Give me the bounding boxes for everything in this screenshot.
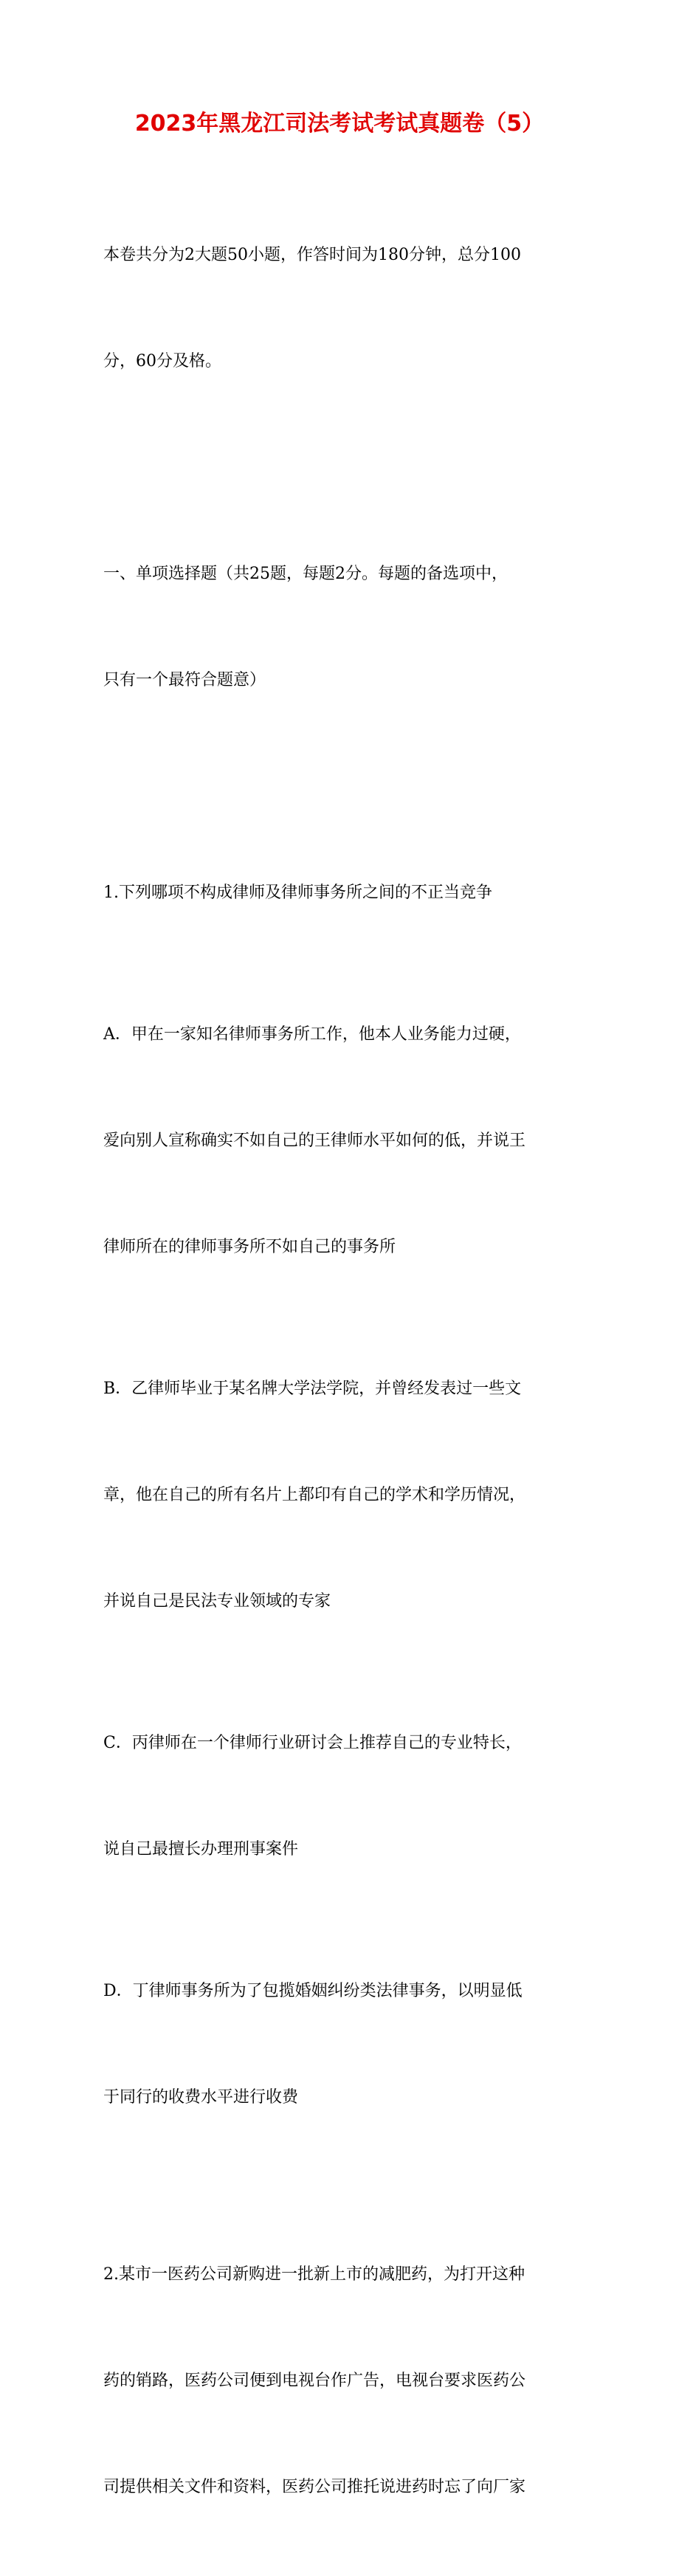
- intro-line: 分，60分及格。: [103, 352, 221, 371]
- option-d-line: 于同行的收费水平进行收费: [103, 2088, 299, 2107]
- option-b-line: 并说自己是民法专业领域的专家: [103, 1592, 331, 1611]
- question-stem: 2.某市一医药公司新购进一批新上市的减肥药，为打开这种: [103, 2265, 525, 2284]
- option-a-line: 律师所在的律师事务所不如自己的事务所: [103, 1238, 396, 1256]
- question-stem: 司提供相关文件和资料，医药公司推托说进药时忘了向厂家: [103, 2478, 526, 2496]
- question-stem: 1.下列哪项不构成律师及律师事务所之间的不正当竞争: [103, 884, 492, 902]
- question-2: [103, 2186, 583, 2576]
- section-heading-line: 只有一个最符合题意）: [103, 671, 266, 689]
- option-b-line: 章，他在自己的所有名片上都印有自己的学术和学历情况，: [103, 1486, 526, 1504]
- question-1: [103, 805, 583, 2186]
- option-c-line: C．丙律师在一个律师行业研讨会上推荐自己的专业特长，: [103, 1734, 522, 1752]
- option-c-line: 说自己最擅长办理刑事案件: [103, 1840, 299, 1859]
- question-stem: 药的销路，医药公司便到电视台作广告，电视台要求医药公: [103, 2372, 526, 2390]
- intro-line: 本卷共分为2大题50小题，作答时间为180分钟，总分100: [103, 246, 521, 264]
- section-heading: [103, 486, 583, 769]
- document-title: 2023年黑龙江司法考试考试真题卷（5）: [134, 111, 545, 137]
- option-a-line: A．甲在一家知名律师事务所工作，他本人业务能力过硬，: [103, 1025, 521, 1044]
- intro-paragraph: [103, 167, 583, 450]
- section-heading-line: 一、单项选择题（共25题，每题2分。每题的备选项中，: [103, 565, 508, 583]
- option-a-line: 爱向别人宣称确实不如自己的王律师水平如何的低，并说王: [103, 1132, 526, 1150]
- document-body: [103, 167, 583, 2576]
- option-d-line: D．丁律师事务所为了包揽婚姻纠纷类法律事务，以明显低: [103, 1982, 523, 2000]
- option-b-line: B．乙律师毕业于某名牌大学法学院，并曾经发表过一些文: [103, 1380, 522, 1398]
